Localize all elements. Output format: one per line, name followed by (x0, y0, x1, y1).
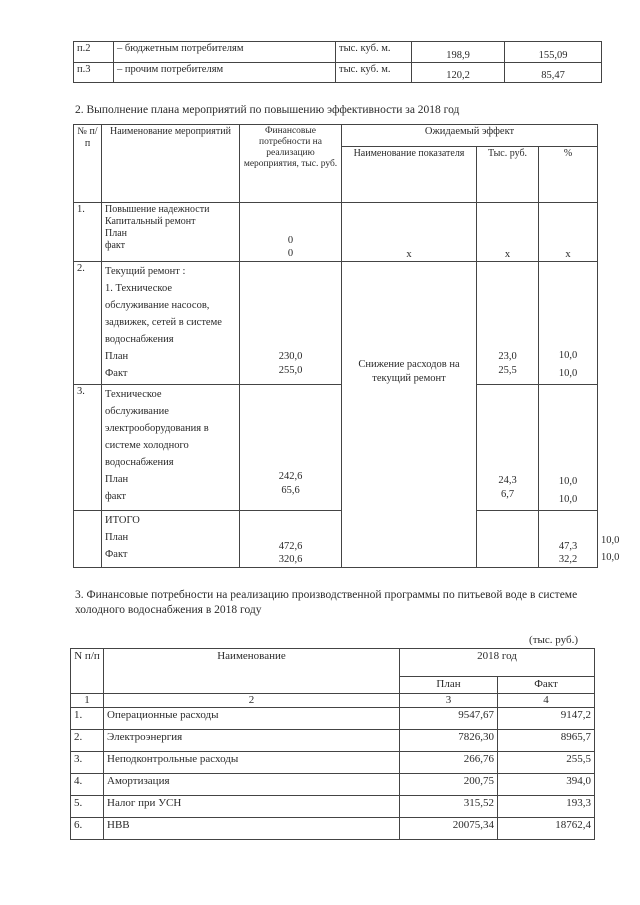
rub-fact: 32,2 (558, 554, 578, 565)
row-fact: 8965,7 (498, 730, 595, 752)
header-name: Наименование (104, 649, 400, 694)
pct-plan: 10,0 (558, 476, 578, 487)
row-percent (539, 262, 598, 385)
finance-fact: 0 (287, 248, 294, 259)
pct-plan: 10,0 (558, 350, 578, 361)
table-row (74, 385, 598, 511)
row-rub: х (477, 203, 539, 262)
finance-fact: 255,0 (278, 365, 303, 376)
table-row (71, 730, 595, 752)
col-number: 2 (104, 694, 400, 708)
row-fact: 394,0 (498, 774, 595, 796)
table-row (71, 752, 595, 774)
name-line: обслуживание насосов, (105, 300, 210, 311)
name-line: Факт (105, 368, 128, 379)
finance-plan: 472,6 (278, 541, 303, 552)
row-name: Налог при УСН (104, 796, 400, 818)
row-plan: 9547,67 (400, 708, 498, 730)
row-name: НВВ (104, 818, 400, 840)
header-indicator: Наименование показателя (342, 147, 477, 203)
row-finance (240, 203, 342, 262)
header-fact: Факт (498, 677, 595, 694)
row-num (74, 511, 102, 568)
row-name (102, 203, 240, 262)
name-line: План (105, 532, 129, 543)
name-line: системе холодного (105, 440, 189, 451)
row-finance (240, 385, 342, 511)
row-indicator: х (342, 203, 477, 262)
rub-plan: 23,0 (498, 351, 517, 362)
header-year: 2018 год (400, 649, 595, 677)
table-row (71, 796, 595, 818)
row-value-1: 198,9 (412, 42, 505, 63)
row-name (102, 385, 240, 511)
name-line: 1. Техническое (105, 283, 172, 294)
finance-table (70, 648, 595, 840)
table-row (74, 63, 602, 83)
header-num: № п/п (74, 125, 102, 203)
table-row (71, 818, 595, 840)
row-num: 5. (71, 796, 104, 818)
row-unit: тыс. куб. м. (336, 63, 412, 83)
name-line: План (105, 351, 129, 362)
col-number: 4 (498, 694, 595, 708)
name-line: Текущий ремонт : (105, 266, 186, 277)
name-line: Техническое (105, 389, 162, 400)
row-name: Операционные расходы (104, 708, 400, 730)
row-plan: 200,75 (400, 774, 498, 796)
efficiency-table (73, 124, 620, 568)
row-name (102, 511, 240, 568)
row-num: 6. (71, 818, 104, 840)
header-name: Наименование мероприятий (102, 125, 240, 203)
row-percent: х (539, 203, 598, 262)
table-row (74, 203, 598, 262)
row-code: п.2 (74, 42, 114, 63)
finance-plan: 242,6 (278, 471, 303, 482)
row-rub (477, 262, 539, 385)
pct-fact: 10,0 (558, 368, 578, 379)
col-number: 1 (71, 694, 104, 708)
row-name: Амортизация (104, 774, 400, 796)
row-plan: 266,76 (400, 752, 498, 774)
row-finance (240, 511, 342, 568)
units-label: (тыс. руб.) (529, 634, 578, 646)
section3-title: 3. Финансовые потребности на реализацию производственной программы по питьевой воде в системе холодного водоснабжения в 2018 году (75, 589, 578, 616)
row-fact: 9147,2 (498, 708, 595, 730)
table-row (74, 262, 598, 385)
row-name (102, 262, 240, 385)
header-percent: % (539, 147, 598, 203)
row-value-2: 85,47 (505, 63, 602, 83)
row-percent (539, 385, 598, 511)
header-plan: План (400, 677, 498, 694)
rub-plan: 24,3 (498, 475, 517, 486)
row-fact: 193,3 (498, 796, 595, 818)
name-line: задвижек, сетей в системе (105, 317, 222, 328)
top-table (73, 41, 602, 83)
row-fact: 255,5 (498, 752, 595, 774)
name-line: План (105, 474, 129, 485)
rub-fact: 6,7 (500, 489, 515, 500)
table-row (71, 774, 595, 796)
header-finance: Финансовые потребности на реализацию мероприятия, тыс. руб. (240, 125, 342, 203)
rub-fact: 25,5 (498, 365, 517, 376)
row-num: 1. (71, 708, 104, 730)
table-row (74, 42, 602, 63)
pct-fact: 10,0 (558, 494, 578, 505)
row-fact: 18762,4 (498, 818, 595, 840)
row-name: Неподконтрольные расходы (104, 752, 400, 774)
row-name: – прочим потребителям (114, 63, 336, 83)
row-value-2: 155,09 (505, 42, 602, 63)
name-line: Повышение надежности (105, 204, 210, 215)
row-name: Электроэнергия (104, 730, 400, 752)
header-num: N п/п (71, 649, 104, 694)
row-num: 1. (74, 203, 102, 262)
row-indicator (477, 511, 539, 568)
row-rub (477, 385, 539, 511)
row-num: 3. (71, 752, 104, 774)
indicator-text: Снижение расходов на текущий ремонт (358, 359, 460, 384)
name-line: Факт (105, 549, 128, 560)
row-code: п.3 (74, 63, 114, 83)
name-line: обслуживание (105, 406, 169, 417)
row-value-1: 120,2 (412, 63, 505, 83)
row-unit: тыс. куб. м. (336, 42, 412, 63)
header-rub: Тыс. руб. (477, 147, 539, 203)
finance-fact: 65,6 (281, 485, 300, 496)
rub-plan: 47,3 (558, 541, 578, 552)
row-num: 2. (71, 730, 104, 752)
name-line: ИТОГО (105, 515, 140, 526)
row-plan: 20075,34 (400, 818, 498, 840)
row-name: – бюджетным потребителям (114, 42, 336, 63)
section2-title: 2. Выполнение плана мероприятий по повышению эффективности за 2018 год (75, 104, 460, 116)
row-plan: 315,52 (400, 796, 498, 818)
row-num: 3. (74, 385, 102, 511)
finance-fact: 320,6 (278, 554, 303, 565)
header-effect: Ожидаемый эффект (342, 125, 598, 147)
row-finance (240, 262, 342, 385)
name-line: Капитальный ремонт (105, 216, 196, 227)
table-row-total: ИТОГО План Факт 472,6 320,6 47,3 32,2 10,0 10,0 (74, 511, 598, 568)
name-line: План (105, 228, 128, 239)
row-indicator (342, 262, 477, 568)
finance-plan: 230,0 (278, 351, 303, 362)
row-num: 2. (74, 262, 102, 385)
row-num: 4. (71, 774, 104, 796)
row-plan: 7826,30 (400, 730, 498, 752)
row-rub (539, 511, 598, 568)
name-line: электрооборудования в (105, 423, 209, 434)
name-line: факт (105, 240, 126, 251)
table-row (71, 708, 595, 730)
name-line: водоснабжения (105, 334, 174, 345)
name-line: факт (105, 491, 127, 502)
name-line: водоснабжения (105, 457, 174, 468)
finance-plan: 0 (287, 235, 294, 246)
col-number: 3 (400, 694, 498, 708)
